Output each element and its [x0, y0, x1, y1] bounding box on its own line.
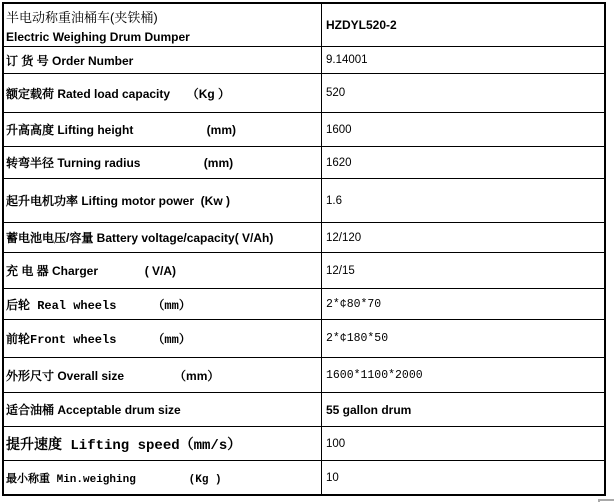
spec-value: 12/15 — [326, 264, 355, 277]
spec-label-cell — [4, 461, 322, 494]
spec-value: 2*¢180*50 — [326, 332, 389, 345]
spec-label: 半电动称重油桶车(夹铁桶) — [6, 10, 158, 25]
table-row — [4, 46, 604, 73]
table-row — [4, 112, 604, 146]
spec-label-cell — [4, 320, 322, 357]
spec-value: 100 — [326, 437, 346, 450]
spec-value-cell — [322, 4, 604, 46]
spec-label-cell — [4, 74, 322, 112]
spec-label-cell — [4, 289, 322, 319]
spec-value-cell — [322, 113, 604, 146]
spec-label-cell — [4, 4, 322, 46]
spec-label: 额定载荷 Rated load capacity （Kg ） — [6, 86, 231, 101]
spec-label: 提升速度 Lifting speed（mm/s） — [6, 437, 242, 454]
spec-value: HZDYL520-2 — [326, 18, 397, 32]
spec-label-cell — [4, 113, 322, 146]
spec-label: 升高高度 Lifting height (mm) — [6, 123, 236, 137]
spec-value: 55 gallon drum — [326, 402, 412, 417]
spec-value-cell — [322, 461, 604, 494]
spec-label-cell — [4, 179, 322, 222]
spec-label: 订 货 号 Order Number — [6, 53, 134, 68]
table-row — [4, 426, 604, 460]
spec-value-cell — [322, 289, 604, 319]
spec-value: 2*¢80*70 — [326, 297, 382, 311]
table-row — [4, 222, 604, 252]
spec-label: 外形尺寸 Overall size （mm） — [6, 368, 220, 383]
spec-value-cell — [322, 223, 604, 252]
spec-label-cell — [4, 147, 322, 178]
spec-value-cell — [322, 147, 604, 178]
table-row — [4, 460, 604, 494]
spec-value-cell — [322, 47, 604, 73]
table-row — [4, 319, 604, 357]
spec-value: 1600 — [326, 123, 352, 136]
spec-value: 1620 — [326, 156, 352, 169]
table-row — [4, 252, 604, 288]
spec-label: 前轮Front wheels （mm） — [6, 333, 191, 347]
spec-value: 10 — [326, 471, 339, 484]
spec-label: 最小称重 Min.weighing (Kg ) — [6, 473, 222, 486]
spec-value-cell — [322, 320, 604, 357]
spec-label-cell — [4, 253, 322, 288]
table-row — [4, 73, 604, 112]
spec-label-cell — [4, 47, 322, 73]
spec-label-cell — [4, 358, 322, 392]
spec-label-english: Electric Weighing Drum Dumper — [6, 30, 190, 44]
table-row — [4, 357, 604, 392]
spec-value-cell — [322, 393, 604, 426]
spec-label-cell — [4, 223, 322, 252]
spec-label: 充 电 器 Charger ( V/A) — [6, 264, 177, 278]
spec-value-cell — [322, 74, 604, 112]
table-row — [4, 4, 604, 46]
spec-label-cell — [4, 427, 322, 460]
spec-label: 转弯半径 Turning radius (mm) — [6, 156, 234, 170]
table-row — [4, 146, 604, 178]
spec-value-cell — [322, 427, 604, 460]
spec-table — [2, 2, 606, 496]
spec-value-cell — [322, 253, 604, 288]
spec-value: 9.14001 — [326, 54, 368, 66]
spec-value-cell — [322, 358, 604, 392]
spec-label: 适合油桶 Acceptable drum size — [6, 403, 181, 417]
spec-label: 后轮 Real wheels （mm） — [6, 298, 191, 313]
table-row — [4, 288, 604, 319]
spec-value: 520 — [326, 87, 346, 99]
spec-value: 1600*1100*2000 — [326, 368, 423, 382]
table-row — [4, 392, 604, 426]
table-row — [4, 178, 604, 222]
spec-value: 1.6 — [326, 194, 342, 207]
spec-label-cell — [4, 393, 322, 426]
spec-label: 起升电机功率 Lifting motor power (Kw ) — [6, 194, 230, 208]
spec-value: 12/120 — [326, 231, 362, 244]
spec-value-cell — [322, 179, 604, 222]
spec-label: 蓄电池电压/容量 Battery voltage/capacity( V/Ah) — [6, 231, 274, 245]
